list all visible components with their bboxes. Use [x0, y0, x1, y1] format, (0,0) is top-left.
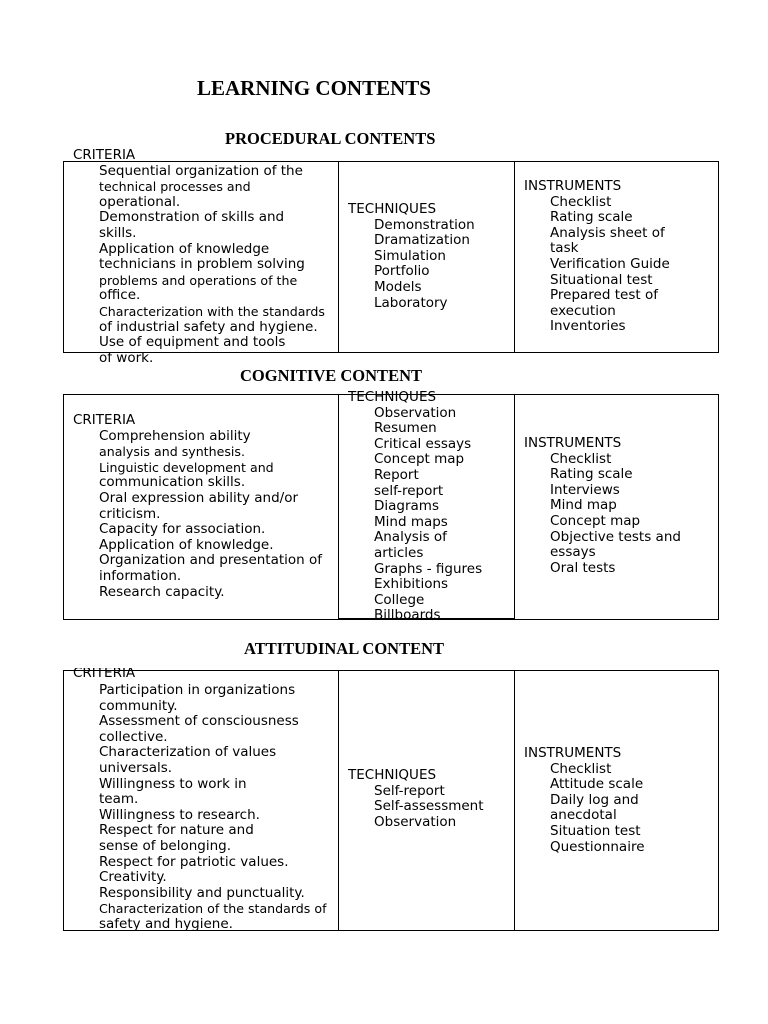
criteria-label: CRITERIA [73, 668, 136, 680]
instrument-item: Questionnaire [550, 838, 645, 855]
techniques-label: TECHNIQUES [348, 767, 437, 783]
technique-item: Analysis of [374, 529, 447, 546]
criteria-item: of work. [99, 349, 154, 366]
criteria-item: problems and operations of the [99, 272, 298, 288]
criteria-item: communication skills. [99, 474, 246, 491]
technique-item: Dramatization [374, 232, 470, 249]
technique-item: Self-assessment [374, 798, 484, 815]
criteria-item: Participation in organizations [99, 682, 296, 698]
column-divider [338, 394, 339, 620]
criteria-item: office. [99, 287, 141, 304]
instrument-item: Rating scale [550, 209, 633, 226]
criteria-item: sense of belonging. [99, 837, 232, 854]
criteria-item: Willingness to work in [99, 775, 247, 792]
technique-item: Self-report [374, 782, 445, 799]
column-divider [514, 161, 515, 353]
criteria-item: Characterization of the standards of [99, 901, 327, 917]
criteria-item: technical processes and [99, 179, 251, 195]
criteria-item: team. [99, 791, 139, 808]
instruments-label: INSTRUMENTS [524, 435, 622, 451]
technique-item: Portfolio [374, 263, 430, 280]
instruments-label: INSTRUMENTS [524, 745, 622, 761]
technique-item: Report [374, 466, 419, 483]
instrument-item: Inventories [550, 318, 626, 335]
techniques-column [348, 768, 484, 830]
criteria-label: CRITERIA [73, 412, 136, 428]
criteria-item: Capacity for association. [99, 521, 266, 538]
instruments-list [524, 452, 681, 577]
technique-item: College [374, 591, 425, 608]
instruments-list [524, 762, 645, 856]
criteria-item: Research capacity. [99, 583, 225, 600]
criteria-list [73, 164, 325, 367]
instruments-label: INSTRUMENTS [524, 178, 622, 194]
instrument-item: Checklist [550, 193, 612, 210]
criteria-item: Creativity. [99, 869, 167, 886]
technique-item: Mind maps [374, 513, 448, 530]
technique-item: Simulation [374, 247, 446, 264]
criteria-item: collective. [99, 728, 168, 745]
instrument-item: anecdotal [550, 807, 617, 824]
technique-item: Resumen [374, 420, 437, 437]
techniques-label: TECHNIQUES [348, 389, 437, 405]
instrument-item: Rating scale [550, 466, 633, 483]
criteria-column [73, 668, 327, 933]
criteria-list [73, 429, 322, 601]
technique-item: articles [374, 544, 424, 561]
instrument-item: Oral tests [550, 559, 616, 576]
instruments-list [524, 195, 670, 335]
technique-item: Exhibitions [374, 576, 449, 593]
criteria-column [73, 413, 322, 600]
criteria-item: Sequential organization of the [99, 162, 303, 179]
instrument-item: Interviews [550, 481, 620, 498]
criteria-item: of industrial safety and hygiene. [99, 318, 318, 335]
criteria-label: CRITERIA [73, 147, 136, 163]
techniques-list [348, 218, 475, 312]
technique-item: Graphs - figures [374, 560, 483, 577]
techniques-list [348, 784, 484, 831]
instrument-item: Attitude scale [550, 776, 644, 793]
section-heading-cognitive: COGNITIVE CONTENT [240, 366, 422, 385]
instrument-item: Prepared test of [550, 287, 658, 304]
instrument-item: execution [550, 302, 616, 319]
criteria-item: operational. [99, 193, 181, 210]
criteria-item: Comprehension ability [99, 427, 251, 444]
technique-item: Concept map [374, 451, 465, 468]
criteria-item: technicians in problem solving [99, 256, 305, 273]
criteria-item: information. [99, 567, 182, 584]
instruments-column [524, 436, 681, 576]
page-title: LEARNING CONTENTS [197, 76, 431, 100]
instrument-item: Analysis sheet of [550, 224, 665, 241]
technique-item: Models [374, 278, 422, 295]
instrument-item: Verification Guide [550, 255, 670, 272]
techniques-list [348, 406, 482, 620]
criteria-item: Oral expression ability and/or [99, 489, 299, 506]
instrument-item: Situational test [550, 271, 653, 288]
criteria-item: safety and hygiene. [99, 915, 233, 932]
techniques-column [348, 202, 475, 311]
technique-item: Laboratory [374, 294, 448, 311]
criteria-item: Characterization of values [99, 744, 277, 761]
column-divider [338, 161, 339, 353]
technique-item: Diagrams [374, 498, 439, 515]
criteria-item: Respect for nature and [99, 822, 254, 839]
instrument-item: Concept map [550, 512, 641, 529]
column-divider [514, 670, 515, 931]
instrument-item: Daily log and [550, 791, 639, 808]
section-heading-attitudinal: ATTITUDINAL CONTENT [244, 639, 445, 658]
instrument-item: essays [550, 544, 596, 561]
technique-item: Demonstration [374, 216, 475, 233]
section-heading-procedural: PROCEDURAL CONTENTS [225, 129, 436, 148]
criteria-item: universals. [99, 759, 173, 776]
criteria-item: Respect for patriotic values. [99, 853, 289, 870]
instrument-item: Checklist [550, 450, 612, 467]
criteria-item: community. [99, 697, 178, 714]
technique-item: Critical essays [374, 435, 472, 452]
instrument-item: Objective tests and [550, 528, 681, 545]
instrument-item: Checklist [550, 760, 612, 777]
technique-item: Observation [374, 813, 457, 830]
criteria-item: Assessment of consciousness [99, 713, 299, 730]
criteria-item: Application of knowledge. [99, 536, 274, 553]
instruments-column [524, 746, 645, 855]
technique-item: Observation [374, 404, 457, 421]
techniques-column [348, 390, 482, 619]
criteria-list [73, 683, 327, 933]
criteria-column [73, 148, 325, 366]
instrument-item: Mind map [550, 497, 617, 514]
criteria-item: Characterization with the standards [99, 303, 325, 319]
criteria-item: Organization and presentation of [99, 552, 323, 569]
criteria-item: skills. [99, 224, 137, 241]
criteria-item: Use of equipment and tools [99, 334, 286, 351]
technique-item: self-report [374, 482, 444, 499]
technique-item: Billboards [374, 608, 441, 620]
criteria-item: analysis and synthesis. [99, 444, 245, 460]
criteria-item: Responsibility and punctuality. [99, 884, 305, 901]
techniques-label: TECHNIQUES [348, 201, 437, 217]
instrument-item: Situation test [550, 822, 641, 839]
column-divider [514, 394, 515, 620]
column-divider [338, 670, 339, 931]
criteria-item: Demonstration of skills and [99, 209, 285, 226]
criteria-item: Application of knowledge [99, 240, 270, 257]
instruments-column [524, 179, 670, 335]
instrument-item: task [550, 240, 579, 257]
criteria-item: Willingness to research. [99, 806, 260, 823]
criteria-item: Linguistic development and [99, 459, 274, 475]
criteria-item: criticism. [99, 505, 161, 522]
